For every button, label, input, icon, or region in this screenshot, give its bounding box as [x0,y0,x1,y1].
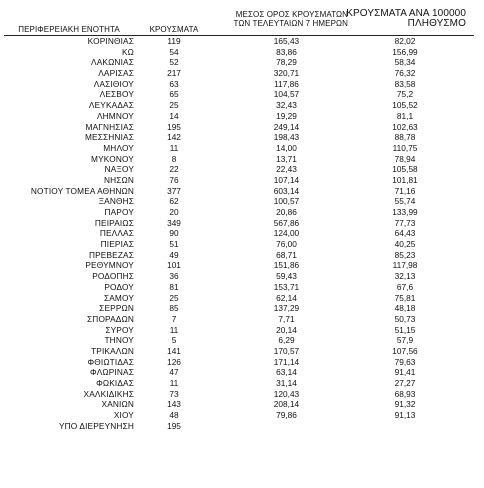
avg7-cell: 100,57 [273,196,300,207]
region-cell: ΠΡΕΒΕΖΑΣ [88,249,134,260]
region-cell: ΣΠΟΡΑΔΩΝ [87,313,134,324]
cases-cell: 63 [169,78,179,89]
per100k-cell: 133,99 [392,207,418,217]
cases-cell: 11 [169,142,179,153]
table-row [4,186,474,197]
avg7-cell: 151,86 [273,260,300,271]
cases-cell: 5 [171,335,177,346]
per100k-cell: 71,16 [394,185,416,196]
cases-cell: 101 [167,260,181,271]
avg7-cell: 120,43 [273,388,300,399]
table-row [4,122,474,133]
per100k-cell: 57,9 [396,335,414,346]
cases-cell: 217 [167,68,181,79]
avg7-cell: 59,43 [276,271,297,282]
cases-cell: 85 [169,303,179,314]
table-body [4,36,474,431]
avg7-cell: 320,71 [273,68,300,79]
region-cell: ΤΡΙΚΑΛΩΝ [91,345,134,356]
per100k-cell: 27,27 [394,378,416,388]
avg7-cell: 76,00 [276,239,297,250]
table-row [4,389,474,400]
region-cell: ΛΑΚΩΝΙΑΣ [91,57,134,68]
per100k-cell: 91,41 [394,367,416,378]
cases-cell: 349 [167,217,181,228]
per100k-cell: 40,25 [394,239,416,250]
table-row [4,196,474,207]
per100k-cell: 64,43 [394,228,416,239]
cases-cell: 52 [169,57,179,68]
cases-cell: 54 [169,46,179,57]
cases-cell: 142 [167,132,181,143]
per100k-cell: 67,6 [396,281,414,292]
table-row [4,111,474,122]
avg7-cell: 68,71 [276,249,297,260]
per100k-cell: 105,58 [392,164,418,175]
region-cell: ΦΛΩΡΙΝΑΣ [89,367,134,378]
table-row [4,260,474,271]
per100k-cell: 102,63 [392,121,418,132]
per100k-cell: 88,78 [394,132,416,143]
avg7-cell: 137,29 [273,303,300,314]
table-row [4,36,474,47]
per100k-cell: 117,98 [392,260,418,271]
table-row [4,89,474,100]
avg7-cell: 20,14 [276,324,297,335]
region-cell: ΣΥΡΟΥ [105,324,134,335]
cases-cell: 195 [167,121,181,132]
region-cell: ΠΕΛΛΑΣ [99,228,134,239]
table-row [4,207,474,218]
table-row [4,325,474,336]
table-row [4,47,474,58]
avg7-cell: 14,00 [276,142,297,153]
cases-cell: 51 [169,239,179,250]
per100k-cell: 51,15 [394,324,416,335]
avg7-cell: 20,86 [276,207,297,217]
per100k-cell: 50,73 [394,313,416,324]
table-row [4,164,474,175]
table-row [4,282,474,293]
header-region: ΠΕΡΙΦΕΡΕΙΑΚΗ ΕΝΟΤΗΤΑ [18,25,120,34]
per100k-cell: 78,94 [394,153,416,164]
per100k-cell: 82,02 [394,36,416,46]
table-row [4,357,474,368]
region-cell: ΦΘΙΩΤΙΔΑΣ [87,356,134,367]
per100k-cell: 107,56 [392,345,418,356]
region-cell: ΛΕΥΚΑΔΑΣ [88,100,134,111]
per100k-cell: 91,32 [394,399,416,410]
region-cell: ΠΕΙΡΑΙΩΣ [94,217,134,228]
region-cell: ΥΠΟ ΔΙΕΡΕΥΝΗΣΗ [58,420,134,431]
cases-cell: 76 [169,174,179,185]
region-cell: ΛΑΣΙΘΙΟΥ [93,78,134,89]
region-cell: ΛΑΡΙΣΑΣ [98,68,134,79]
per100k-cell: 68,93 [394,388,416,399]
cases-cell: 8 [171,153,177,164]
avg7-cell: 249,14 [273,121,300,132]
cases-cell: 48 [169,410,179,421]
table-row [4,154,474,165]
table-row [4,100,474,111]
table-row [4,218,474,229]
table-row [4,314,474,325]
avg7-cell: 117,86 [274,78,299,89]
per100k-cell: 81,1 [396,110,414,121]
region-cell: ΤΗΝΟΥ [104,335,134,346]
region-cell: ΝΗΣΩΝ [103,174,134,185]
region-cell: ΜΑΓΝΗΣΙΑΣ [85,121,134,132]
per100k-cell: 48,18 [394,303,416,314]
cases-cell: 119 [167,36,181,46]
cases-table [4,4,474,484]
region-cell: ΜΗΛΟΥ [103,142,134,153]
table-row [4,271,474,282]
avg7-cell: 107,14 [273,174,300,185]
avg7-cell: 22,43 [276,164,297,175]
avg7-cell: 79,86 [276,410,297,421]
cases-cell: 65 [169,89,179,100]
table-row [4,399,474,410]
region-cell: ΡΟΔΟΥ [104,281,134,292]
region-cell: ΧΑΝΙΩΝ [101,399,134,410]
cases-cell: 11 [169,324,179,335]
region-cell: ΛΗΜΝΟΥ [96,110,134,121]
header-cases: ΚΡΟΥΣΜΑΤΑ [149,25,199,34]
table-row [4,378,474,389]
table-row [4,239,474,250]
per100k-cell: 101,81 [392,174,418,185]
cases-cell: 90 [169,228,179,239]
cases-cell: 20 [169,207,179,217]
region-cell: ΝΑΞΟΥ [104,164,134,175]
cases-cell: 195 [167,420,181,431]
per100k-cell: 77,73 [394,217,416,228]
avg7-cell: 63,14 [276,367,297,378]
cases-cell: 143 [167,399,181,410]
table-row [4,303,474,314]
per100k-cell: 58,34 [394,57,416,68]
avg7-cell: 208,14 [273,399,300,410]
region-cell: ΠΑΡΟΥ [104,207,134,217]
header-per100k: ΚΡΟΥΣΜΑΤΑ ΑΝΑ 100000 ΠΛΗΘΥΣΜΟ [346,8,466,29]
region-cell: ΦΩΚΙΔΑΣ [96,378,134,388]
region-cell: ΞΑΝΘΗΣ [98,196,134,207]
avg7-cell: 83,86 [276,46,297,57]
region-cell: ΡΟΔΟΠΗΣ [92,271,134,282]
region-cell: ΜΥΚΟΝΟΥ [91,153,134,164]
per100k-cell: 156,99 [392,46,418,57]
region-cell: ΣΕΡΡΩΝ [99,303,134,314]
avg7-cell: 32,43 [276,100,297,111]
table-row [4,68,474,79]
per100k-cell [349,421,461,432]
per100k-cell: 79,63 [394,356,416,367]
per100k-cell: 55,74 [394,196,416,207]
table-row [4,293,474,304]
per100k-cell: 76,32 [394,68,416,79]
avg7-cell: 603,14 [273,185,300,196]
cases-cell: 14 [169,110,179,121]
cases-cell: 22 [169,164,179,175]
per100k-cell: 91,13 [394,410,416,421]
region-cell: ΠΙΕΡΙΑΣ [100,239,134,250]
avg7-cell: 153,71 [273,281,300,292]
table-row [4,421,474,432]
table-row [4,79,474,90]
table-row [4,250,474,261]
avg7-cell: 78,29 [276,57,297,68]
cases-cell: 81 [169,281,179,292]
cases-cell: 25 [169,292,179,303]
table-row [4,57,474,68]
per100k-cell: 75,2 [396,89,414,100]
cases-cell: 377 [167,185,181,196]
avg7-cell: 31,14 [276,378,297,388]
avg7-cell [234,421,339,432]
region-cell: ΜΕΣΣΗΝΙΑΣ [84,132,134,143]
avg7-cell: 6,29 [278,335,295,346]
table-row [4,143,474,154]
avg7-cell: 62,14 [276,292,297,303]
cases-cell: 126 [167,356,181,367]
per100k-cell: 110,75 [392,142,418,153]
region-cell: ΚΟΡΙΝΘΙΑΣ [87,36,134,46]
region-cell: ΧΙΟΥ [113,410,134,421]
cases-cell: 36 [169,271,179,282]
per100k-cell: 32,13 [394,271,416,282]
cases-cell: 25 [169,100,179,111]
avg7-cell: 567,86 [273,217,300,228]
cases-cell: 7 [171,313,177,324]
cases-cell: 47 [169,367,179,378]
avg7-cell: 165,43 [273,36,300,46]
per100k-cell: 83,58 [394,78,416,89]
header-avg7: ΜΕΣΟΣ ΟΡΟΣ ΚΡΟΥΣΜΑΤΩΝ ΤΩΝ ΤΕΛΕΥΤΑΙΩΝ 7 ΗΜΕΡΩΝ [233,10,348,28]
table-row [4,367,474,378]
avg7-cell: 170,57 [273,345,300,356]
region-cell: ΡΕΘΥΜΝΟΥ [85,260,134,271]
per100k-cell: 85,23 [394,249,416,260]
per100k-cell: 105,52 [392,100,418,111]
cases-cell: 49 [169,249,179,260]
avg7-cell: 13,71 [276,153,297,164]
table-header [4,4,474,34]
avg7-cell: 7,71 [278,313,295,324]
region-cell: ΝΟΤΙΟΥ ΤΟΜΕΑ ΑΘΗΝΩΝ [30,185,134,196]
per100k-cell: 75,81 [394,292,416,303]
cases-cell: 73 [169,388,179,399]
avg7-cell: 198,43 [273,132,300,143]
cases-cell: 62 [169,196,179,207]
avg7-cell: 171,14 [273,356,300,367]
table-row [4,228,474,239]
cases-cell: 141 [167,345,181,356]
cases-cell: 11 [169,378,179,388]
table-row [4,335,474,346]
table-row [4,410,474,421]
table-row [4,132,474,143]
avg7-cell: 19,29 [276,110,297,121]
table-row [4,346,474,357]
region-cell: ΛΕΣΒΟΥ [99,89,134,100]
avg7-cell: 104,57 [273,89,300,100]
avg7-cell: 124,00 [273,228,300,239]
region-cell: ΚΩ [121,46,134,57]
table-row [4,175,474,186]
region-cell: ΣΑΜΟΥ [103,292,134,303]
region-cell: ΧΑΛΚΙΔΙΚΗΣ [83,388,134,399]
